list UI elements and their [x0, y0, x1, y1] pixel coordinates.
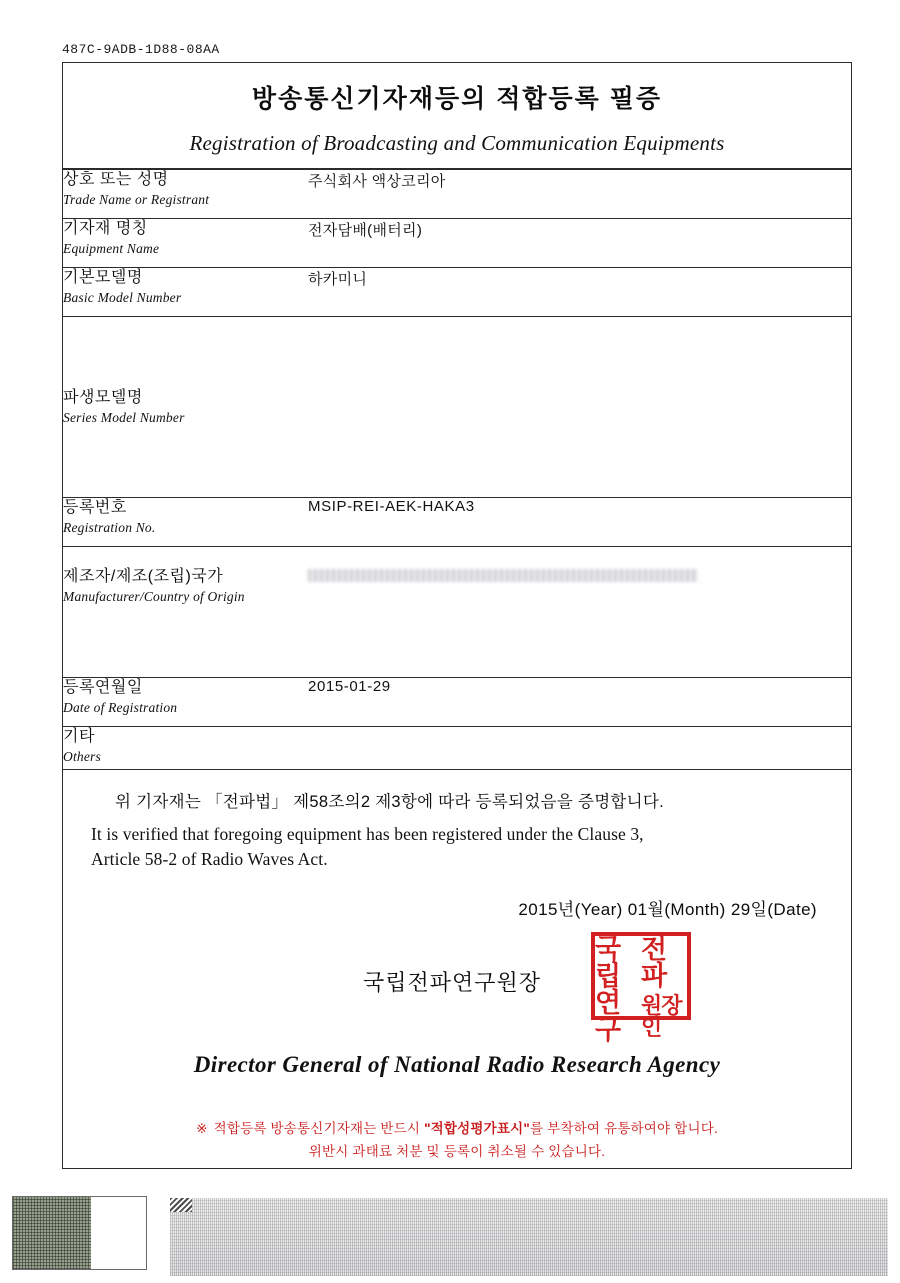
- verification-korean: 위 기자재는 「전파법」 제58조의2 제3항에 따라 등록되었음을 증명합니다.: [115, 793, 665, 811]
- field-label-korean: 상호 또는 성명: [63, 171, 169, 188]
- table-row: [63, 268, 851, 317]
- table-row: [63, 547, 851, 678]
- table-row: [63, 498, 851, 547]
- field-label-date-of-registration: [63, 678, 308, 727]
- document-id: 487C-9ADB-1D88-08AA: [62, 42, 220, 57]
- table-row: [63, 727, 851, 770]
- notice-emphasis: "적합성평가표시": [424, 1120, 530, 1136]
- field-label-equipment-name: [63, 219, 308, 268]
- notice-line-1: [63, 1118, 851, 1141]
- field-label-english: Equipment Name: [63, 240, 160, 256]
- certificate-sheet: [62, 62, 852, 1169]
- scan-mesh-pattern: [13, 1197, 91, 1269]
- footer-notice: [63, 1118, 851, 1164]
- table-row: [63, 317, 851, 498]
- field-label-korean: 기자재 명칭: [63, 220, 148, 237]
- verification-statement: [63, 770, 851, 873]
- field-label-korean: 기본모델명: [63, 269, 143, 286]
- field-value-text: 2015-01-29: [308, 678, 391, 695]
- notice-line-2: 위반시 과태료 처분 및 등록이 취소될 수 있습니다.: [308, 1143, 606, 1159]
- page-title-korean: 방송통신기자재등의 적합등록 필증: [251, 85, 663, 113]
- field-value-series-model: [308, 317, 851, 498]
- field-label-english: Trade Name or Registrant: [63, 191, 210, 207]
- page-title-english: Registration of Broadcasting and Communication Equipments: [189, 131, 725, 155]
- title-block: [63, 63, 851, 169]
- field-label-korean: 제조자/제조(조립)국가: [63, 568, 224, 585]
- field-value-text: 전자담배(배터리): [308, 222, 423, 239]
- seal-char-4: 원장인: [641, 992, 682, 1040]
- scan-calibration-patch: [12, 1196, 147, 1270]
- field-label-english: Manufacturer/Country of Origin: [63, 588, 245, 604]
- field-value-date-of-registration: [308, 678, 851, 727]
- field-value-manufacturer: [308, 547, 851, 678]
- field-value-equipment-name: [308, 219, 851, 268]
- field-label-korean: 등록번호: [63, 499, 127, 516]
- asterisk-icon: ※: [196, 1120, 208, 1136]
- field-value-basic-model: [308, 268, 851, 317]
- redacted-value: [308, 569, 698, 582]
- notice-line-1-part-2: 를 부착하여 유통하여야 합니다.: [529, 1120, 718, 1136]
- table-row: [63, 170, 851, 219]
- field-label-english: Others: [63, 748, 101, 764]
- field-value-others: [308, 727, 851, 770]
- registration-fields-table: [63, 169, 851, 770]
- field-value-text: 하카미니: [308, 271, 368, 288]
- field-label-korean: 등록연월일: [63, 679, 143, 696]
- field-label-english: Basic Model Number: [63, 289, 182, 305]
- field-label-registration-no: [63, 498, 308, 547]
- seal-char-2: 전파: [641, 933, 667, 991]
- field-label-trade-name: [63, 170, 308, 219]
- field-label-english: Registration No.: [63, 519, 156, 535]
- field-value-trade-name: [308, 170, 851, 219]
- field-value-text: 주식회사 액상코리아: [308, 173, 446, 190]
- verification-english-line-2: Article 58-2 of Radio Waves Act.: [91, 849, 328, 870]
- field-label-basic-model: [63, 268, 308, 317]
- field-value-text: MSIP-REI-AEK-HAKA3: [308, 498, 475, 515]
- signing-authority-korean: 국립전파연구원장: [362, 969, 542, 995]
- table-row: [63, 219, 851, 268]
- table-row: [63, 678, 851, 727]
- field-value-registration-no: [308, 498, 851, 547]
- signature-area: [63, 920, 851, 1048]
- field-label-others: [63, 727, 308, 770]
- field-label-series-model: [63, 317, 308, 498]
- seal-char-1: 국립: [595, 933, 621, 991]
- scan-noise-strip: [170, 1198, 888, 1276]
- field-label-english: Date of Registration: [63, 699, 178, 715]
- verification-english-line-1: It is verified that foregoing equipment has been registered under the Clause 3,: [91, 824, 644, 844]
- signing-authority-english: Director General of National Radio Research Agency: [193, 1051, 721, 1077]
- field-label-korean: 파생모델명: [63, 388, 143, 406]
- field-label-korean: 기타: [63, 728, 95, 745]
- field-label-english: Series Model Number: [63, 409, 185, 425]
- official-seal-stamp: [591, 932, 691, 1045]
- issue-date-line: 2015년(Year) 01월(Month) 29일(Date): [518, 899, 817, 919]
- notice-line-1-part-1: 적합등록 방송통신기자재는 반드시: [213, 1120, 421, 1136]
- field-label-manufacturer: [63, 547, 308, 678]
- seal-char-3: 연구: [595, 987, 621, 1045]
